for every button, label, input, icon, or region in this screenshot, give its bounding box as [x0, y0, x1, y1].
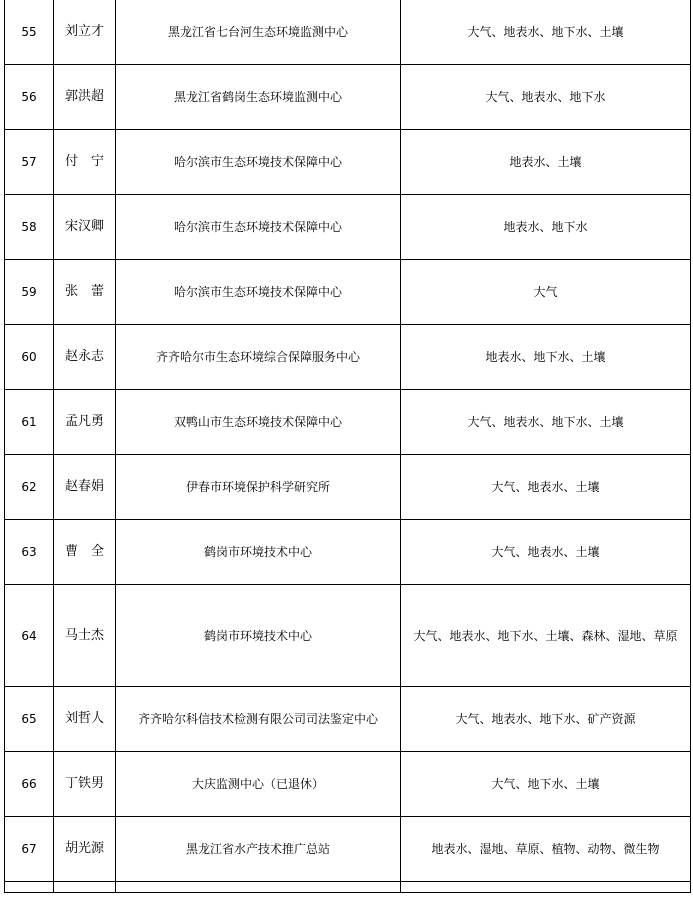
- table-row: [5, 390, 691, 455]
- organization: 齐齐哈尔市生态环境综合保障服务中心: [116, 325, 401, 390]
- table-row: [5, 260, 691, 325]
- expert-name: 刘立才: [54, 0, 116, 65]
- specialty-field: 大气、地表水、地下水、土壤、森林、湿地、草原: [401, 585, 691, 687]
- organization: 大庆监测中心（已退休）: [116, 752, 401, 817]
- expert-name: 刘哲人: [54, 687, 116, 752]
- specialty-field: 大气、地表水、地下水、矿产资源: [401, 687, 691, 752]
- expert-name: 胡光源: [54, 817, 116, 882]
- table-row: [5, 130, 691, 195]
- organization: 鹤岗市环境技术中心: [116, 520, 401, 585]
- expert-roster-table: [4, 0, 691, 893]
- organization: 齐齐哈尔科信技术检测有限公司司法鉴定中心: [116, 687, 401, 752]
- row-number: 60: [5, 325, 54, 390]
- row-number: 55: [5, 0, 54, 65]
- expert-name: 孟凡勇: [54, 390, 116, 455]
- organization: 伊春市环境保护科学研究所: [116, 455, 401, 520]
- specialty-field: 大气、地表水、土壤: [401, 520, 691, 585]
- row-number: 56: [5, 65, 54, 130]
- empty-cell: [5, 882, 54, 893]
- expert-name: 张 蕾: [54, 260, 116, 325]
- organization: 鹤岗市环境技术中心: [116, 585, 401, 687]
- organization: 哈尔滨市生态环境技术保障中心: [116, 195, 401, 260]
- row-number: 59: [5, 260, 54, 325]
- specialty-field: 大气、地表水、地下水: [401, 65, 691, 130]
- row-number: 65: [5, 687, 54, 752]
- specialty-field: 大气、地下水、土壤: [401, 752, 691, 817]
- expert-name: 丁铁男: [54, 752, 116, 817]
- row-number: 64: [5, 585, 54, 687]
- table-row: [5, 65, 691, 130]
- expert-name: 赵春娟: [54, 455, 116, 520]
- organization: 双鸭山市生态环境技术保障中心: [116, 390, 401, 455]
- specialty-field: 大气、地表水、土壤: [401, 455, 691, 520]
- specialty-field: 地表水、地下水、土壤: [401, 325, 691, 390]
- table-row: [5, 817, 691, 882]
- expert-name: 赵永志: [54, 325, 116, 390]
- expert-name: 曹 全: [54, 520, 116, 585]
- table-row: [5, 0, 691, 65]
- specialty-field: 大气、地表水、地下水、土壤: [401, 0, 691, 65]
- row-number: 58: [5, 195, 54, 260]
- organization: 黑龙江省七台河生态环境监测中心: [116, 0, 401, 65]
- table-row: [5, 520, 691, 585]
- organization: 黑龙江省水产技术推广总站: [116, 817, 401, 882]
- empty-cell: [54, 882, 116, 893]
- row-number: 62: [5, 455, 54, 520]
- organization: 哈尔滨市生态环境技术保障中心: [116, 130, 401, 195]
- empty-cell: [116, 882, 401, 893]
- table-row: [5, 585, 691, 687]
- row-number: 66: [5, 752, 54, 817]
- table-row: [5, 195, 691, 260]
- table-row: [5, 687, 691, 752]
- row-number: 63: [5, 520, 54, 585]
- specialty-field: 大气: [401, 260, 691, 325]
- specialty-field: 地表水、湿地、草原、植物、动物、微生物: [401, 817, 691, 882]
- expert-name: 宋汉卿: [54, 195, 116, 260]
- specialty-field: 地表水、土壤: [401, 130, 691, 195]
- organization: 哈尔滨市生态环境技术保障中心: [116, 260, 401, 325]
- table-row: [5, 752, 691, 817]
- table-row: [5, 325, 691, 390]
- expert-name: 付 宁: [54, 130, 116, 195]
- organization: 黑龙江省鹤岗生态环境监测中心: [116, 65, 401, 130]
- expert-name: 郭洪超: [54, 65, 116, 130]
- table-row: [5, 455, 691, 520]
- specialty-field: 大气、地表水、地下水、土壤: [401, 390, 691, 455]
- specialty-field: 地表水、地下水: [401, 195, 691, 260]
- row-number: 61: [5, 390, 54, 455]
- row-number: 67: [5, 817, 54, 882]
- table-row-cut-off: [5, 882, 691, 893]
- empty-cell: [401, 882, 691, 893]
- expert-name: 马士杰: [54, 585, 116, 687]
- row-number: 57: [5, 130, 54, 195]
